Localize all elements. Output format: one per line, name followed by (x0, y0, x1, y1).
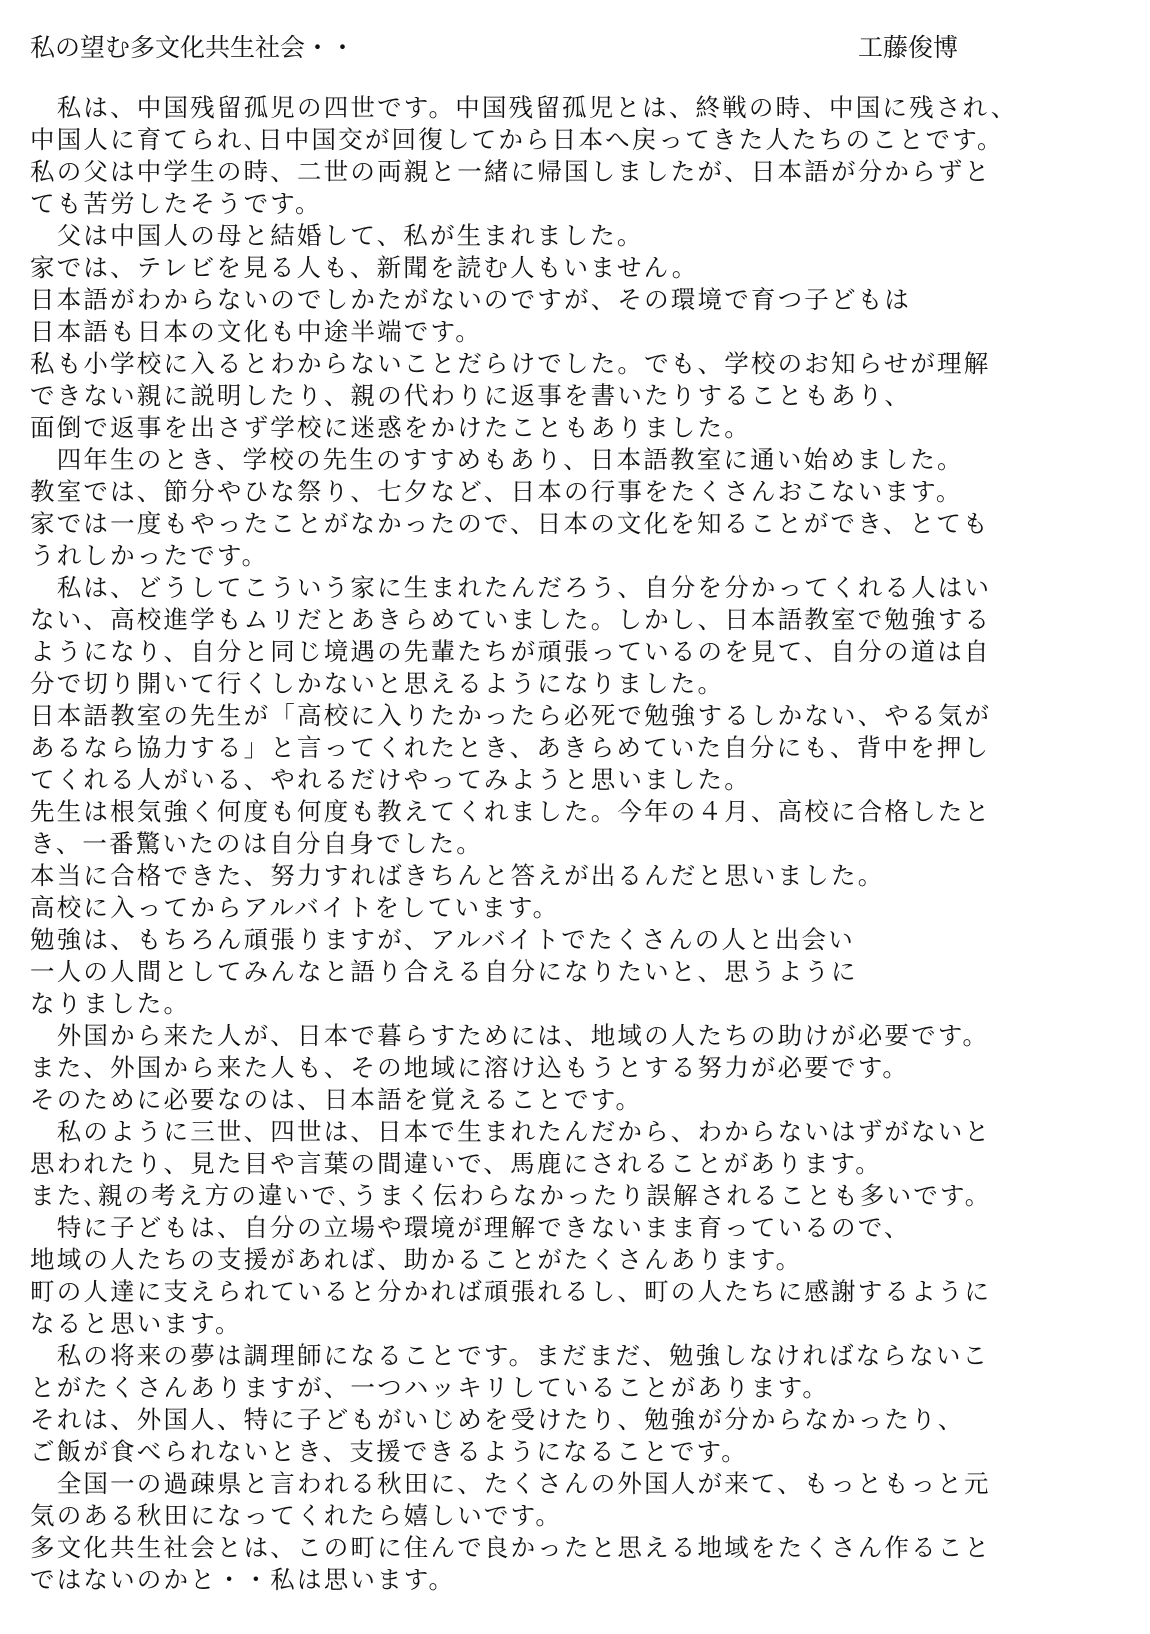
essay-line: 一人の人間としてみんなと語り合える自分になりたいと、思うように (30, 957, 858, 986)
essay-line: 高校に入ってからアルバイトをしています。 (30, 893, 560, 922)
essay-line: 本当に合格できた、努力すればきちんと答えが出るんだと思いました。 (30, 861, 885, 890)
essay-line: ではないのかと・・私は思います。 (30, 1565, 456, 1594)
essay-body (30, 92, 1115, 1596)
essay-line: 思われたり、見た目や言葉の間違いで、馬鹿にされることがあります。 (30, 1149, 882, 1178)
author-name: 工藤俊博 (858, 33, 959, 62)
essay-line: 父は中国人の母と結婚して、私が生まれました。 (30, 221, 644, 250)
essay-line: ない、高校進学もムリだとあきらめていました。しかし、日本語教室で勉強する (30, 605, 992, 634)
essay-line: 中国人に育てられ､日中国交が回復してから日本へ戻ってきた人たちのことです。 (30, 125, 1004, 154)
essay-line: 私の将来の夢は調理師になることです。まだまだ、勉強しなければならないこ (30, 1341, 990, 1370)
document-title: 私の望む多文化共生社会・・ (30, 33, 356, 62)
essay-line: 外国から来た人が、日本で暮らすためには、地域の人たちの助けが必要です。 (30, 1021, 990, 1050)
essay-line: 私は、中国残留孤児の四世です。中国残留孤児とは、終戦の時、中国に残され、 (30, 93, 1018, 122)
essay-line: 特に子どもは、自分の立場や環境が理解できないまま育っているので、 (30, 1213, 911, 1242)
essay-line: そのために必要なのは、日本語を覚えることです。 (30, 1085, 643, 1114)
essay-line: なると思います。 (30, 1309, 242, 1338)
essay-line: それは、外国人、特に子どもがいじめを受けたり、勉強が分からなかったり、 (30, 1405, 965, 1434)
essay-line: 私も小学校に入るとわからないことだらけでした。でも、学校のお知らせが理解 (30, 349, 991, 378)
essay-line: また、外国から来た人も、その地域に溶け込もうとする努力が必要です。 (30, 1053, 910, 1082)
essay-line: 面倒で返事を出さず学校に迷惑をかけたこともありました。 (30, 413, 751, 442)
essay-line: 全国一の過疎県と言われる秋田に、たくさんの外国人が来て、もっともっと元 (30, 1469, 991, 1498)
essay-line: 地域の人たちの支援があれば、助かることがたくさんあります。 (30, 1245, 803, 1274)
essay-line: あるなら協力する」と言ってくれたとき、あきらめていた自分にも、背中を押し (30, 733, 991, 762)
essay-line: 先生は根気強く何度も何度も教えてくれました。今年の４月、高校に合格したと (30, 797, 992, 826)
essay-line: 四年生のとき、学校の先生のすすめもあり、日本語教室に通い始めました。 (30, 445, 964, 474)
essay-line: 多文化共生社会とは、この町に住んで良かったと思える地域をたくさん作ること (30, 1533, 992, 1562)
document-header (30, 28, 1090, 68)
essay-line: 日本語がわからないのでしかたがないのですが、その環境で育つ子どもは (30, 285, 912, 314)
essay-line: 分で切り開いて行くしかないと思えるようになりました。 (30, 669, 725, 698)
essay-line: てくれる人がいる、やれるだけやってみようと思いました。 (30, 765, 751, 794)
essay-line: き、一番驚いたのは自分自身でした。 (30, 829, 483, 858)
essay-line: ても苦労したそうです。 (30, 189, 322, 218)
essay-line: 家では一度もやったことがなかったので、日本の文化を知ることができ、とても (30, 509, 990, 538)
essay-line: ご飯が食べられないとき、支援できるようになることです。 (30, 1437, 748, 1466)
essay-line: また､親の考え方の違いで､うまく伝わらなかったり誤解されることも多いです。 (30, 1181, 992, 1210)
essay-line: なりました。 (30, 989, 191, 1018)
essay-line: 教室では、節分やひな祭り、七夕など、日本の行事をたくさんおこないます。 (30, 477, 963, 506)
essay-line: ようになり、自分と同じ境遇の先輩たちが頑張っているのを見て、自分の道は自 (30, 637, 991, 666)
essay-line: うれしかったです。 (30, 541, 269, 570)
essay-line: できない親に説明したり、親の代わりに返事を書いたりすることもあり、 (30, 381, 912, 410)
essay-line: とがたくさんありますが、一つハッキリしていることがあります。 (30, 1373, 830, 1402)
essay-line: 勉強は、もちろん頑張りますが、アルバイトでたくさんの人と出会い (30, 925, 856, 954)
essay-line: 日本語も日本の文化も中途半端です。 (30, 317, 482, 346)
essay-line: 私の父は中学生の時、二世の両親と一緒に帰国しましたが、日本語が分からずと (30, 157, 992, 186)
essay-line: 家では、テレビを見る人も、新聞を読む人もいません。 (30, 253, 699, 282)
essay-line: 日本語教室の先生が「高校に入りたかったら必死で勉強するしかない、やる気が (30, 701, 992, 730)
essay-line: 私のように三世、四世は、日本で生まれたんだから、わからないはずがないと (30, 1117, 992, 1146)
essay-line: 気のある秋田になってくれたら嬉しいです。 (30, 1501, 563, 1530)
essay-line: 町の人達に支えられていると分かれば頑張れるし、町の人たちに感謝するように (30, 1277, 992, 1306)
essay-line: 私は、どうしてこういう家に生まれたんだろう、自分を分かってくれる人はい (30, 573, 992, 602)
